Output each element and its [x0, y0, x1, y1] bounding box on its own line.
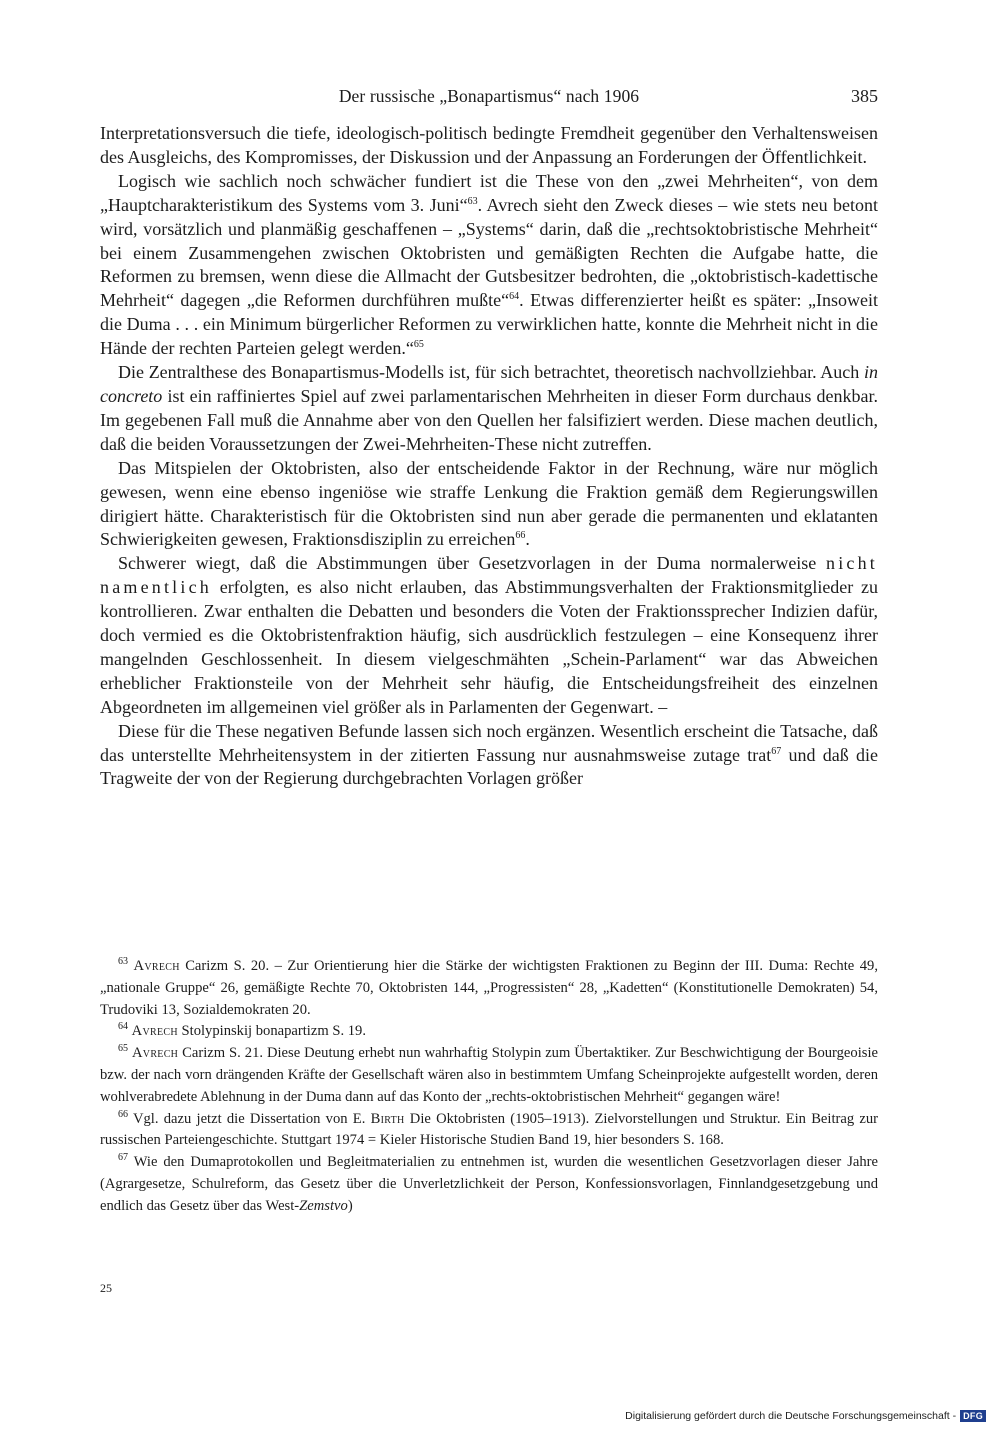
digitization-footer [625, 1409, 986, 1423]
author-name: Avrech [133, 958, 180, 974]
author-name: Avrech [131, 1023, 178, 1040]
paragraph: Das Mitspielen der Oktobristen, also der entscheidende Faktor in der Rechnung, wäre nur möglich gewesen, wenn eine ebenso ingeniöse wie straffe Lenkung die Fraktion gemäß dem Regierungswillen dirigiert hätte. Charakteristisch für die Oktobristen sind nun aber gerade die permanenten und eklatanten Schwierigkeiten gewesen, Fraktionsdisziplin zu erreichen$^{66}$. [100, 457, 878, 550]
paragraph: Schwerer wiegt, daß die Abstimmungen über Gesetzvorlagen in der Duma normalerweise nicht namentlich erfolgten, es also nicht erlauben, das Abstimmungsverhalten der Fraktionsmitglieder zu kontrollieren. Zwar enthalten die Debatten und besonders die Voten der Fraktionssprecher Indizien dafür, doch vermied es die Oktobristenfraktion häufig, sich ausdrücklich festzulegen – eine Konsequenz ihrer mangelnden Geschlossenheit. In diesem vielgeschmähten „Schein-Parlament“ war das Abweichen erheblicher Fraktionsteile von der Mehrheit sehr häufig, die Entscheidungsfreiheit des einzelnen Abgeordneten im allgemeinen viel größer als in Parlamenten der Gegenwart. – [100, 553, 878, 717]
footnote-number: 63 [118, 956, 128, 968]
page-number: 385 [851, 86, 878, 106]
paragraph: Interpretationsversuch die tiefe, ideologisch-politisch bedingte Fremdheit gegenüber den Verhaltensweisen des Ausgleichs, des Kompromisses, der Diskussion und der Anpassung an Forderungen der Öffentlichkeit. [100, 123, 878, 167]
footnote-ref[interactable]: 64 [509, 291, 520, 303]
footer-text: Digitalisierung gefördert durch die Deutsche Forschungsgemeinschaft - [625, 1410, 957, 1422]
paragraph: Diese für die These negativen Befunde lassen sich noch ergänzen. Wesentlich erscheint die Tatsache, daß das unterstellte Mehrheitensystem in der zitierten Fassung nur ausnahmsweise zutage trat$^{67}$ und daß die Tragweite der von der Regierung durchgebrachten Vorlagen größer [100, 720, 878, 789]
running-title: Der russische „Bonapartismus“ nach 1906 [338, 86, 640, 106]
footnotes [100, 956, 878, 1218]
footnote-ref[interactable]: 67 [771, 745, 782, 757]
footnote: $^{64}$ Avrech Stolypinskij bonapartizm S. 19. [118, 1021, 366, 1040]
footnote-number: 64 [118, 1021, 128, 1033]
footnote: $^{63}$ Avrech Carizm S. 20. – Zur Orientierung hier die Stärke der wichtigsten Fraktionen zu Beginn der III. Duma: Rechte 49, „nationale Gruppe“ 26, gemäßigte Rechte 70, Oktobristen 144, „Progressisten“ 28, „Kadetten“ (Konstitutionelle Demokraten) 54, Trudoviki 13, Sozialdemokraten 20. [100, 956, 878, 1018]
paragraph: Die Zentralthese des Bonapartismus-Modells ist, für sich betrachtet, theoretisch nachvollziehbar. Auch in concreto ist ein raffiniertes Spiel auf zwei parlamentarischen Mehrheiten in dieser Form durchaus denkbar. Im gegebenen Fall muß die Annahme aber von den Quellen her falsifiziert werden. Diese machen deutlich, daß die beiden Voraussetzungen der Zwei-Mehrheiten-These nicht zutreffen. [100, 362, 878, 454]
italic-phrase: in concreto [100, 362, 878, 406]
footnote-ref[interactable]: 66 [515, 530, 526, 542]
paragraph: Logisch wie sachlich noch schwächer fundiert ist die These von den „zwei Mehrheiten“, von dem „Hauptcharakteristikum des Systems vom 3. Juni“$^{63}$. Avrech sieht den Zweck dieses – wie stets neu betont wird, vorsätzlich und planmäßig geschaffenen – „Systems“ darin, daß die „rechtsoktobristische Mehrheit“ bei einem Zusammengehen zwischen Oktobristen und gemäßigten Rechten die Aufgabe hatte, die Reformen zu bremsen, wenn diese die Allmacht der Gutsbesitzer bedrohten, die „oktobristisch-kadettische Mehrheit“ dagegen „die Reformen durchführen mußte“$^{64}$. Etwas differenzierter heißt es später: „Insoweit die Duma . . . ein Minimum bürgerlicher Reformen zu verwirklichen hatte, konnte die Mehrheit nicht in die Hände der rechten Parteien gelegt werden.“$^{65}$ [100, 170, 879, 359]
footnote: $^{67}$ Wie den Dumaprotokollen und Begleitmaterialien zu entnehmen ist, wurden die wesentlichen Gesetzvorlagen dieser Jahre (Agrargesetze, Schulreform, das Gesetz über die Unverletzlichkeit der Person, Konfessionsvorlagen, Finnlandgesetzgebung und endlich das Gesetz über das West-Zemstvo) [100, 1152, 878, 1214]
italic-phrase: Zemstvo [299, 1197, 348, 1214]
page-header [100, 86, 878, 112]
footnote: $^{65}$ Avrech Carizm S. 21. Diese Deutung erhebt nun wahrhaftig Stolypin zum Übertaktiker. Zur Beschwichtigung der Bourgeoisie bzw. der nach vorn drängenden Kräfte der Gesellschaft wären also in bestimmtem Umfang Scheinprojekte aufgestellt worden, deren wohlverabredete Ablehnung in der Duma dann auf das Konto der „rechts-oktobristischen Mehrheit“ gegangen wäre! [100, 1043, 878, 1105]
footnote-ref[interactable]: 63 [467, 195, 478, 207]
dfg-logo: DFG [960, 1410, 986, 1422]
body-text [100, 122, 878, 791]
footnote-ref[interactable]: 65 [413, 339, 424, 351]
footnote-number: 65 [118, 1043, 128, 1055]
author-name: Birth [370, 1110, 405, 1127]
footnote-number: 67 [118, 1152, 128, 1164]
footnote-number: 66 [118, 1108, 128, 1120]
spaced-emphasis: nicht namentlich [100, 553, 878, 598]
footnote: $^{66}$ Vgl. dazu jetzt die Dissertation von E. Birth Die Oktobristen (1905–1913). Zielvorstellungen und Struktur. Ein Beitrag zur russischen Parteiengeschichte. Stuttgart 1974 = Kieler Historische Studien Band 19, hier besonders S. 168. [100, 1108, 879, 1149]
author-name: Avrech [131, 1045, 179, 1062]
printer-signature: 25 [100, 1281, 112, 1295]
